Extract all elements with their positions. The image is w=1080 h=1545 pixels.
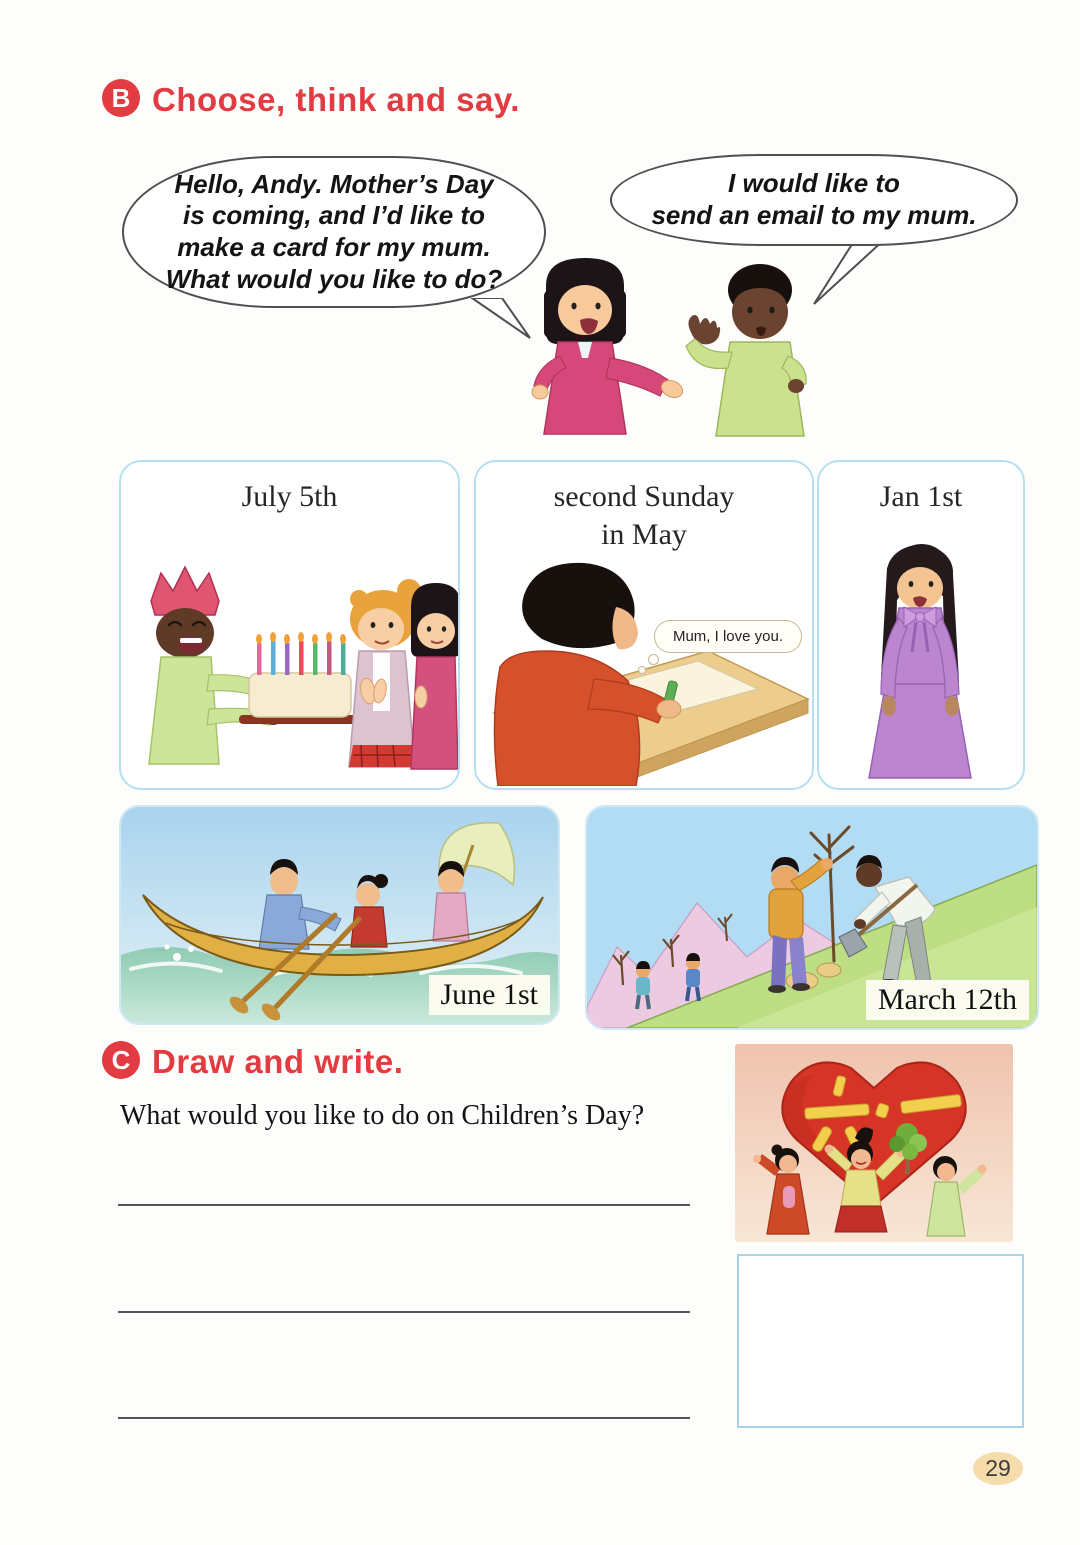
birthday-cake bbox=[239, 632, 361, 724]
card-date-label: Jan 1st bbox=[879, 480, 963, 513]
bob-hair-girl bbox=[411, 583, 458, 769]
speech-line: What would you like to do? bbox=[165, 263, 503, 294]
childrens-day-illustration bbox=[735, 1044, 1013, 1242]
page-number-badge: 29 bbox=[973, 1452, 1023, 1485]
thought-dot bbox=[648, 654, 659, 665]
section-c-title: Draw and write. bbox=[152, 1043, 404, 1080]
kids-talking-illustration bbox=[488, 246, 868, 456]
photo-date-label: June 1st bbox=[429, 975, 551, 1015]
choice-card-mothers-day bbox=[474, 460, 814, 790]
choice-card-jan-1st bbox=[817, 460, 1025, 790]
speech-bubble-right bbox=[610, 154, 1018, 246]
birthday-party-scene bbox=[121, 557, 458, 782]
boy-body bbox=[494, 651, 639, 786]
speech-line: I would like to bbox=[728, 168, 900, 199]
section-b-badge: B bbox=[102, 79, 140, 117]
thought-dot bbox=[638, 666, 646, 674]
curly-hair-girl bbox=[349, 579, 421, 767]
choice-card-july-5th bbox=[119, 460, 460, 790]
birthday-boy bbox=[149, 567, 282, 764]
speech-line: Hello, Andy. Mother’s Day bbox=[174, 168, 494, 199]
girl-figure bbox=[532, 258, 685, 434]
writing-line-3 bbox=[118, 1417, 690, 1419]
photo-card-march-12th bbox=[585, 805, 1039, 1030]
speech-tail-left bbox=[466, 298, 538, 342]
speech-line: send an email to my mum. bbox=[651, 200, 977, 230]
section-c-question: What would you like to do on Children’s Day? bbox=[120, 1100, 645, 1131]
thought-bubble: Mum, I love you. bbox=[654, 620, 802, 653]
speech-line: make a card for my mum. bbox=[177, 232, 491, 262]
card-date-label: second Sunday in May bbox=[553, 480, 735, 551]
card-date-label: July 5th bbox=[241, 480, 338, 513]
writing-line-1 bbox=[118, 1204, 690, 1206]
photo-card-june-1st bbox=[119, 805, 560, 1025]
section-c-badge: C bbox=[102, 1041, 140, 1079]
writing-line-2 bbox=[118, 1311, 690, 1313]
section-b-title: Choose, think and say. bbox=[152, 81, 520, 118]
candles bbox=[256, 632, 346, 675]
speech-bubble-left bbox=[122, 156, 546, 308]
girl-in-dress-scene bbox=[819, 532, 1023, 784]
speech-tail-right bbox=[812, 238, 904, 310]
drawing-box bbox=[737, 1254, 1024, 1428]
boy-figure bbox=[686, 264, 806, 436]
photo-date-label: March 12th bbox=[866, 980, 1029, 1020]
speech-line: is coming, and I’d like to bbox=[183, 200, 485, 231]
